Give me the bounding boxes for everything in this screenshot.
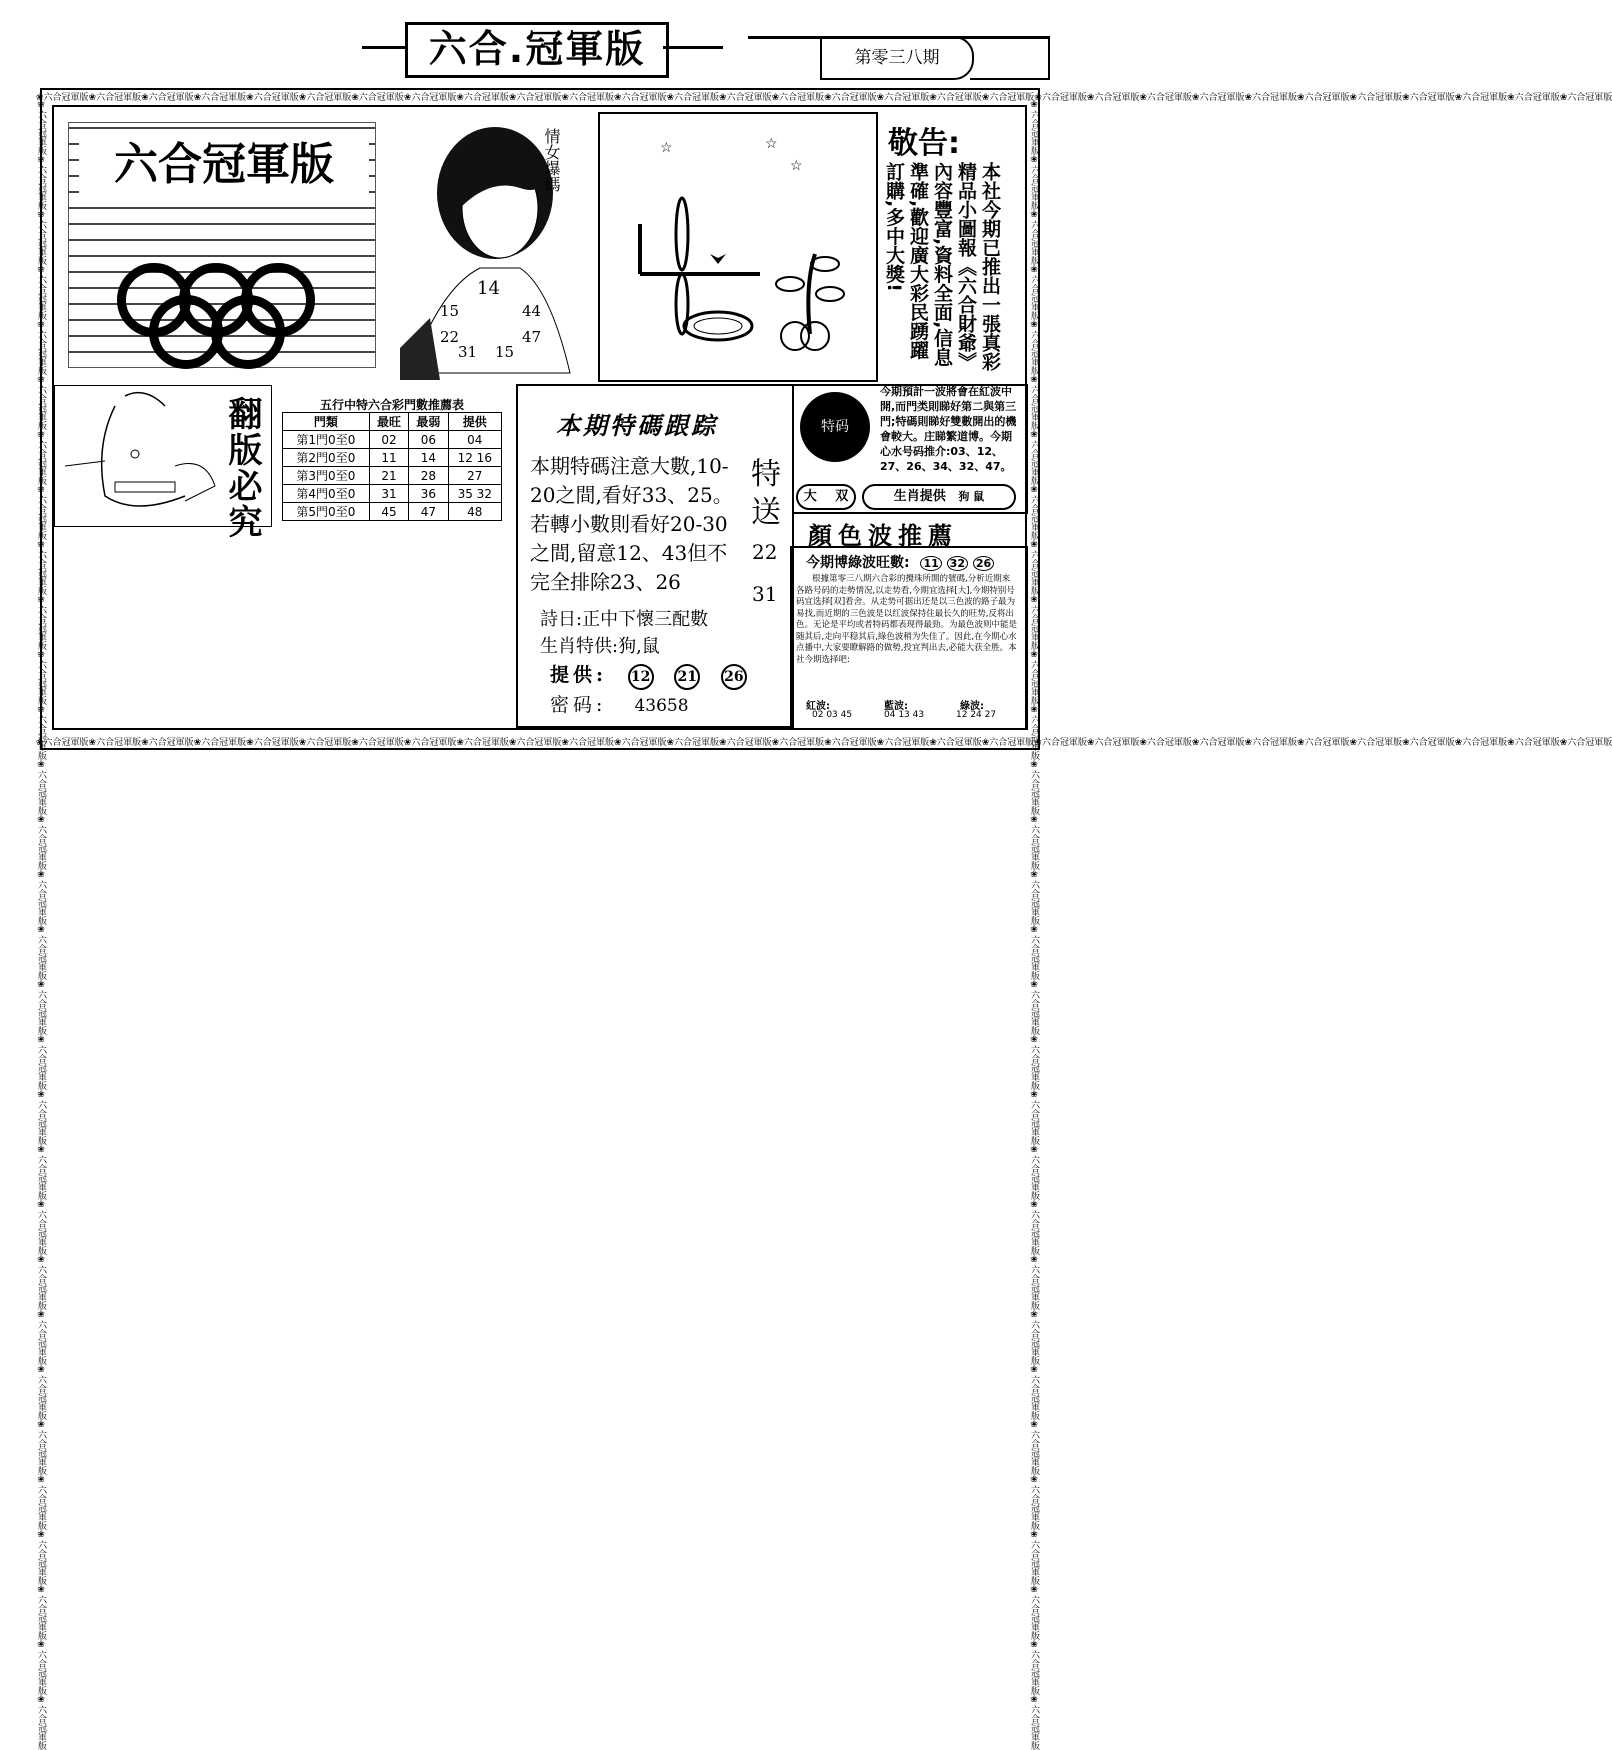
prediction-text: 今期預計一波將會在紅波中開,而門类則睇好第二與第三門;特碼則睇好雙數開出的機會較大。庄睇繁道博。今期心水号码推介:03、12、27、26、34、32、47。 [880,385,1017,473]
subtitle-text: 今期博綠波旺數: [806,555,910,571]
table-header-row [283,413,502,431]
code-value: 43658 [634,696,689,716]
table-row [283,485,502,503]
border-strip-top: ❀六合冠軍版❀六合冠軍版❀六合冠軍版❀六合冠軍版❀六合冠軍版❀六合冠軍版❀六合冠軍版❀六合冠軍版❀六合冠軍版❀六合冠軍版❀六合冠軍版❀六合冠軍版❀六合冠軍版❀六合冠軍版❀六合冠軍版❀六合冠軍版❀六合冠軍版❀六合冠軍版❀六合冠軍版❀六合冠軍版❀六合冠軍版❀六合冠軍版❀六合冠軍版❀六合冠軍版❀六合冠軍版❀六合冠軍版❀六合冠軍版❀六合冠軍版❀六合冠軍版❀六合冠軍版 [36,93,1612,103]
table-cell: 第5門0至0 [283,503,370,521]
subtitle-number: 26 [973,556,994,571]
table-cell: 14 [409,449,448,467]
table-title: 五行中特六合彩門數推薦表 [319,398,464,412]
provide-number: 21 [674,664,700,690]
blue-wave-numbers: 04 13 43 [884,710,925,720]
tracking-title: 本期特碼跟踪 [556,411,718,440]
header-rule-bottom [970,78,1050,80]
pill-even: 双 [835,489,849,504]
table-cell: 27 [448,467,501,485]
table-row [283,503,502,521]
te-song-label: 特送 [751,457,781,530]
pill-zodiac-value: 狗 鼠 [958,490,985,503]
girl-caption: 情女爆碼 [542,128,561,192]
girl-number: 22 [440,328,460,346]
table-cell: 47 [409,503,448,521]
number-table [282,412,502,521]
poem-line: 詩日:正中下懷三配數 [540,609,709,630]
puzzle-image [598,112,878,382]
girl-number: 31 [458,343,478,361]
svg-text:☆: ☆ [660,140,673,156]
provide-number: 26 [721,664,747,690]
border-strip-bottom: ❀六合冠軍版❀六合冠軍版❀六合冠軍版❀六合冠軍版❀六合冠軍版❀六合冠軍版❀六合冠軍版❀六合冠軍版❀六合冠軍版❀六合冠軍版❀六合冠軍版❀六合冠軍版❀六合冠軍版❀六合冠軍版❀六合冠軍版❀六合冠軍版❀六合冠軍版❀六合冠軍版❀六合冠軍版❀六合冠軍版❀六合冠軍版❀六合冠軍版❀六合冠軍版❀六合冠軍版❀六合冠軍版❀六合冠軍版❀六合冠軍版❀六合冠軍版❀六合冠軍版❀六合冠軍版 [36,738,1612,748]
girl-number: 47 [522,328,542,346]
zodiac-line: 生肖特供:狗,鼠 [540,636,660,657]
ring-icon [211,295,285,369]
table-cell: 02 [369,431,408,449]
table-cell: 第4門0至0 [283,485,370,503]
table-cell: 45 [369,503,408,521]
code-label: 密码: [550,694,607,716]
provide-line [550,660,747,690]
header-rule-end [1048,36,1050,80]
table-cell: 第1門0至0 [283,431,370,449]
issue-number: 第零三八期 [820,36,974,80]
header-rule-mid [663,46,723,49]
page-title: 六合.冠軍版 [405,22,669,78]
provide-label: 提供: [550,664,608,686]
color-wave-subtitle [806,552,994,572]
zodiac-pill [862,484,1016,510]
subtitle-number: 11 [920,556,941,571]
table-cell: 11 [369,449,408,467]
red-wave-label: 紅波: [806,701,830,712]
table-row [283,467,502,485]
notice-text: 本社今期已推出一張真彩精品小圖報《六合財爺》內容豐富,資料全面,信息準確,歡迎廣大彩民踴躍訂購,多中大獎! [883,162,1001,371]
provide-number: 12 [628,664,654,690]
table-cell: 36 [409,485,448,503]
table-cell: 第3門0至0 [283,467,370,485]
color-wave-heading: 顏色波推薦 [808,521,958,550]
side-number: 22 [752,540,778,564]
badge-icon: 特码 [800,392,870,462]
table-cell: 28 [409,467,448,485]
copyright-notice: 翻版必究 [222,396,262,540]
table-row [283,449,502,467]
red-wave-numbers: 02 03 45 [812,710,853,720]
girl-number: 15 [440,302,460,320]
table-header: 最旺 [369,413,408,431]
svg-text:☆: ☆ [765,136,778,152]
table-cell: 第2門0至0 [283,449,370,467]
table-cell: 31 [369,485,408,503]
color-wave-body: 根據第零三八期六合彩的攪珠所開的號碼,分析近期來各路号码的走勢情况,以走势看,今期宜选择[大],今期特别号码宜选择[双]看舍。从走势可据出还是以三色波的路子最为易找,而近期的三色波是以红波保持住最长久的旺势,反将出色。无论是平均或者特码都表现得最勁。为最色波则中能是随其后,走向平稳其后,綠色波稍为失佳了。因此,在今期心水点播中,大家要瞭解路的做勢,投宜判出去,必能大获全胜。本社今期选择吧: [796,574,1018,665]
size-pill [796,484,856,510]
side-number: 31 [752,582,778,606]
girl-number: 15 [495,343,515,361]
tracking-body: 本期特碼注意大數,10-20之間,看好33、25。若轉小數則看好20-30之間,留意12、43但不完全排除23、26 [530,454,733,594]
svg-text:☆: ☆ [790,158,803,174]
code-line [550,690,689,717]
blue-wave-label: 藍波: [884,701,908,712]
logo-image [68,122,376,368]
green-wave-label: 綠波: [960,701,984,712]
table-row [283,431,502,449]
pill-big: 大 [803,489,817,504]
subtitle-number: 32 [947,556,968,571]
green-wave-numbers: 12 24 27 [956,710,997,720]
border-strip-right: ❀六合冠軍版❀六合冠軍版❀六合冠軍版❀六合冠軍版❀六合冠軍版❀六合冠軍版❀六合冠軍版❀六合冠軍版❀六合冠軍版❀六合冠軍版❀六合冠軍版❀六合冠軍版❀六合冠軍版❀六合冠軍版❀六合冠軍版❀六合冠軍版❀六合冠軍版❀六合冠軍版❀六合冠軍版❀六合冠軍版❀六合冠軍版❀六合冠軍版❀六合冠軍版❀六合冠軍版❀六合冠軍版❀六合冠軍版❀六合冠軍版❀六合冠軍版❀六合冠軍版❀六合冠軍版 [1029,100,1039,1750]
notice-title: 敬告: [888,126,960,161]
table-cell: 06 [409,431,448,449]
table-header: 最弱 [409,413,448,431]
girl-number: 44 [522,302,542,320]
table-header: 提供 [448,413,501,431]
border-strip-left: ❀六合冠軍版❀六合冠軍版❀六合冠軍版❀六合冠軍版❀六合冠軍版❀六合冠軍版❀六合冠軍版❀六合冠軍版❀六合冠軍版❀六合冠軍版❀六合冠軍版❀六合冠軍版❀六合冠軍版❀六合冠軍版❀六合冠軍版❀六合冠軍版❀六合冠軍版❀六合冠軍版❀六合冠軍版❀六合冠軍版❀六合冠軍版❀六合冠軍版❀六合冠軍版❀六合冠軍版❀六合冠軍版❀六合冠軍版❀六合冠軍版❀六合冠軍版❀六合冠軍版❀六合冠軍版 [36,100,46,1750]
pill-zodiac-label: 生肖提供 [893,489,946,504]
girl-number: 14 [477,278,500,299]
tracking-poem [540,606,708,660]
table-cell: 48 [448,503,501,521]
logo-title: 六合冠軍版 [79,137,369,193]
table-cell: 21 [369,467,408,485]
table-cell: 04 [448,431,501,449]
header-rule-left [362,46,406,49]
table-cell: 12 16 [448,449,501,467]
table-header: 門類 [283,413,370,431]
table-cell: 35 32 [448,485,501,503]
